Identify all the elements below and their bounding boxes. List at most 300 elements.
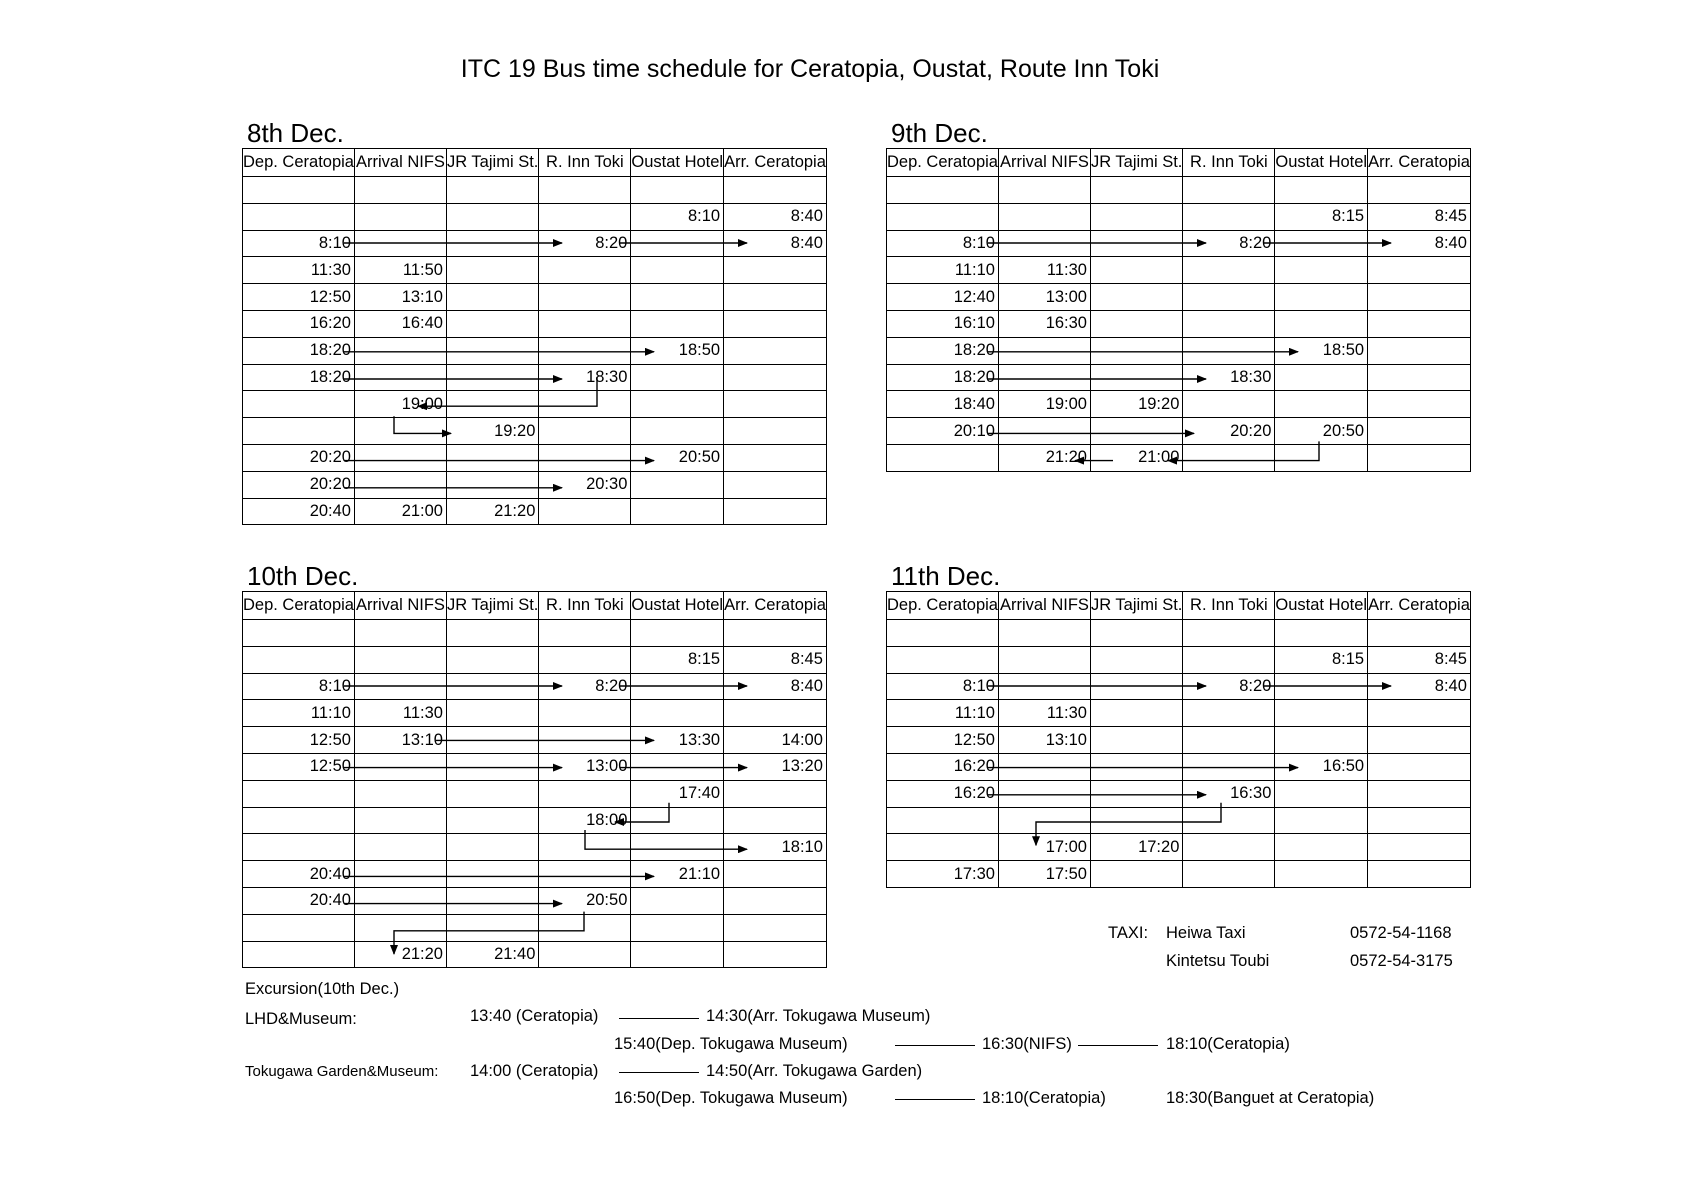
table-row [243, 700, 827, 727]
time-cell-jr-tajimi: 21:00 [1090, 444, 1182, 471]
time-cell-r-inn-toki: 20:20 [1183, 418, 1275, 445]
time-cell-r-inn-toki [539, 727, 631, 754]
lhd-return-departure: 15:40(Dep. Tokugawa Museum) [614, 1035, 848, 1053]
time-cell-jr-tajimi [1090, 418, 1182, 445]
time-cell-dep-ceratopia [243, 203, 355, 230]
time-cell-jr-tajimi [446, 673, 538, 700]
time-cell-r-inn-toki [1183, 753, 1275, 780]
header-row [243, 149, 827, 177]
schedule-11th-dec [886, 561, 1471, 888]
time-cell-arr-ceratopia [1368, 753, 1471, 780]
table-row [243, 257, 827, 284]
time-cell-dep-ceratopia: 16:20 [887, 780, 999, 807]
time-cell-oustat-hotel [1275, 310, 1368, 337]
time-cell-dep-ceratopia [243, 941, 355, 968]
time-cell-dep-ceratopia: 8:10 [243, 230, 355, 257]
time-cell-dep-ceratopia [887, 834, 999, 861]
time-cell-arrival-nifs: 11:50 [354, 257, 446, 284]
time-cell-dep-ceratopia [243, 914, 355, 941]
time-cell-arrival-nifs: 21:20 [998, 444, 1090, 471]
column-header-arrival-nifs: Arrival NIFS [998, 149, 1090, 177]
time-cell-arrival-nifs: 11:30 [998, 700, 1090, 727]
time-cell-arr-ceratopia [724, 284, 827, 311]
time-cell-jr-tajimi [446, 861, 538, 888]
time-cell-dep-ceratopia: 18:40 [887, 391, 999, 418]
time-cell-r-inn-toki [1183, 391, 1275, 418]
time-cell-oustat-hotel [1275, 834, 1368, 861]
column-header-jr-tajimi: JR Tajimi St. [446, 592, 538, 620]
time-cell-r-inn-toki: 16:30 [1183, 780, 1275, 807]
excursion-heading: Excursion(10th Dec.) [245, 980, 400, 998]
time-cell-arrival-nifs: 13:10 [354, 284, 446, 311]
time-cell-arrival-nifs: 17:00 [998, 834, 1090, 861]
time-cell-jr-tajimi [446, 753, 538, 780]
column-header-dep-ceratopia: Dep. Ceratopia [887, 592, 999, 620]
time-cell-arr-ceratopia: 8:40 [724, 230, 827, 257]
time-cell-jr-tajimi [1090, 646, 1182, 673]
table-row [887, 310, 1471, 337]
table-row [887, 337, 1471, 364]
time-cell-arrival-nifs [354, 914, 446, 941]
time-cell-jr-tajimi [446, 444, 538, 471]
time-cell-jr-tajimi: 21:20 [446, 498, 538, 525]
time-cell-arr-ceratopia [724, 861, 827, 888]
banquet-time: 18:30(Banguet at Ceratopia) [1166, 1089, 1375, 1107]
time-cell-jr-tajimi [446, 177, 538, 204]
table-row [243, 310, 827, 337]
taxi-label: TAXI: [1108, 924, 1149, 942]
table-row [887, 861, 1471, 888]
column-header-r-inn-toki: R. Inn Toki [539, 149, 631, 177]
time-cell-oustat-hotel [1275, 620, 1368, 647]
time-cell-jr-tajimi [446, 914, 538, 941]
time-cell-r-inn-toki: 13:00 [539, 753, 631, 780]
time-cell-arr-ceratopia [724, 780, 827, 807]
time-cell-jr-tajimi [1090, 177, 1182, 204]
time-cell-arr-ceratopia [1368, 364, 1471, 391]
time-cell-dep-ceratopia: 8:10 [243, 673, 355, 700]
time-cell-oustat-hotel [631, 807, 724, 834]
time-cell-arr-ceratopia: 8:45 [724, 646, 827, 673]
time-cell-arr-ceratopia [724, 337, 827, 364]
time-cell-r-inn-toki: 18:30 [539, 364, 631, 391]
time-cell-arr-ceratopia [724, 887, 827, 914]
time-cell-oustat-hotel [631, 914, 724, 941]
time-cell-r-inn-toki [1183, 177, 1275, 204]
garden-departure: 14:00 (Ceratopia) [470, 1062, 599, 1080]
table-row [243, 780, 827, 807]
time-cell-jr-tajimi [1090, 753, 1182, 780]
time-cell-oustat-hotel [1275, 257, 1368, 284]
time-cell-arrival-nifs: 13:00 [998, 284, 1090, 311]
day-heading: 11th Dec. [891, 561, 1001, 591]
time-cell-dep-ceratopia: 12:50 [887, 727, 999, 754]
time-cell-r-inn-toki [1183, 834, 1275, 861]
time-cell-arrival-nifs [998, 807, 1090, 834]
time-cell-jr-tajimi [1090, 620, 1182, 647]
time-cell-dep-ceratopia: 16:10 [887, 310, 999, 337]
time-cell-oustat-hotel: 8:15 [1275, 203, 1368, 230]
time-cell-dep-ceratopia: 18:20 [243, 337, 355, 364]
garden-return-departure: 16:50(Dep. Tokugawa Museum) [614, 1089, 848, 1107]
time-cell-r-inn-toki [1183, 444, 1275, 471]
time-cell-jr-tajimi [1090, 807, 1182, 834]
time-cell-r-inn-toki [1183, 203, 1275, 230]
time-cell-r-inn-toki [1183, 620, 1275, 647]
time-cell-dep-ceratopia: 8:10 [887, 673, 999, 700]
time-cell-jr-tajimi [1090, 230, 1182, 257]
table-row [887, 284, 1471, 311]
time-cell-r-inn-toki [539, 941, 631, 968]
time-cell-oustat-hotel [631, 310, 724, 337]
connector-line [1078, 1045, 1158, 1046]
time-cell-dep-ceratopia [243, 177, 355, 204]
time-cell-jr-tajimi [1090, 257, 1182, 284]
time-cell-dep-ceratopia: 20:40 [243, 498, 355, 525]
table-row [243, 861, 827, 888]
time-cell-oustat-hotel: 17:40 [631, 780, 724, 807]
time-cell-arrival-nifs [354, 887, 446, 914]
time-cell-arr-ceratopia [724, 364, 827, 391]
time-cell-r-inn-toki [539, 177, 631, 204]
time-cell-arrival-nifs [354, 418, 446, 445]
time-cell-arrival-nifs [998, 418, 1090, 445]
column-header-arr-ceratopia: Arr. Ceratopia [1368, 149, 1471, 177]
column-header-arrival-nifs: Arrival NIFS [354, 592, 446, 620]
time-cell-arr-ceratopia [1368, 310, 1471, 337]
time-cell-arrival-nifs: 21:00 [354, 498, 446, 525]
time-cell-r-inn-toki [539, 646, 631, 673]
time-cell-oustat-hotel [1275, 780, 1368, 807]
time-cell-dep-ceratopia: 11:10 [243, 700, 355, 727]
time-cell-arr-ceratopia: 8:40 [1368, 673, 1471, 700]
time-cell-r-inn-toki: 18:00 [539, 807, 631, 834]
time-cell-arrival-nifs [998, 337, 1090, 364]
table-row [243, 203, 827, 230]
time-cell-oustat-hotel [631, 700, 724, 727]
time-cell-r-inn-toki [1183, 646, 1275, 673]
time-cell-dep-ceratopia: 11:10 [887, 700, 999, 727]
time-cell-arrival-nifs [354, 337, 446, 364]
garden-arrival: 14:50(Arr. Tokugawa Garden) [706, 1062, 923, 1080]
time-cell-arr-ceratopia [1368, 391, 1471, 418]
table-row [887, 646, 1471, 673]
schedule-10th-dec [242, 561, 827, 968]
schedule-table [886, 148, 1471, 472]
time-cell-oustat-hotel [631, 257, 724, 284]
time-cell-arrival-nifs [354, 807, 446, 834]
time-cell-oustat-hotel: 8:15 [631, 646, 724, 673]
connector-line [895, 1099, 975, 1100]
time-cell-arr-ceratopia [724, 310, 827, 337]
time-cell-arrival-nifs [998, 364, 1090, 391]
header-row [887, 149, 1471, 177]
time-cell-arr-ceratopia [1368, 337, 1471, 364]
column-header-jr-tajimi: JR Tajimi St. [446, 149, 538, 177]
column-header-r-inn-toki: R. Inn Toki [1183, 149, 1275, 177]
time-cell-arrival-nifs [354, 230, 446, 257]
time-cell-jr-tajimi [1090, 203, 1182, 230]
time-cell-arr-ceratopia [1368, 780, 1471, 807]
column-header-arrival-nifs: Arrival NIFS [998, 592, 1090, 620]
time-cell-r-inn-toki [539, 700, 631, 727]
time-cell-jr-tajimi [446, 257, 538, 284]
time-cell-arrival-nifs: 16:40 [354, 310, 446, 337]
time-cell-arrival-nifs [998, 230, 1090, 257]
table-row [887, 203, 1471, 230]
time-cell-oustat-hotel [1275, 284, 1368, 311]
connector-line [895, 1045, 975, 1046]
time-cell-arrival-nifs: 13:10 [354, 727, 446, 754]
table-row [887, 620, 1471, 647]
time-cell-r-inn-toki: 8:20 [539, 230, 631, 257]
taxi-phone-heiwa: 0572-54-1168 [1350, 924, 1452, 942]
time-cell-oustat-hotel [631, 364, 724, 391]
time-cell-jr-tajimi [446, 646, 538, 673]
time-cell-r-inn-toki [539, 861, 631, 888]
time-cell-r-inn-toki [539, 620, 631, 647]
time-cell-arr-ceratopia [1368, 444, 1471, 471]
time-cell-arr-ceratopia [1368, 257, 1471, 284]
time-cell-r-inn-toki [539, 391, 631, 418]
time-cell-dep-ceratopia: 20:20 [243, 444, 355, 471]
time-cell-dep-ceratopia: 20:40 [243, 887, 355, 914]
time-cell-jr-tajimi [446, 780, 538, 807]
time-cell-r-inn-toki [1183, 861, 1275, 888]
column-header-arrival-nifs: Arrival NIFS [354, 149, 446, 177]
time-cell-arrival-nifs: 19:00 [354, 391, 446, 418]
column-header-dep-ceratopia: Dep. Ceratopia [243, 149, 355, 177]
time-cell-oustat-hotel: 18:50 [1275, 337, 1368, 364]
time-cell-arr-ceratopia [724, 391, 827, 418]
time-cell-arrival-nifs: 16:30 [998, 310, 1090, 337]
time-cell-oustat-hotel [1275, 364, 1368, 391]
time-cell-jr-tajimi [446, 230, 538, 257]
time-cell-arrival-nifs [354, 834, 446, 861]
time-cell-arrival-nifs [998, 673, 1090, 700]
column-header-arr-ceratopia: Arr. Ceratopia [724, 592, 827, 620]
time-cell-arr-ceratopia: 8:45 [1368, 203, 1471, 230]
table-row [887, 418, 1471, 445]
time-cell-r-inn-toki [539, 444, 631, 471]
time-cell-dep-ceratopia: 18:20 [887, 337, 999, 364]
time-cell-arr-ceratopia [724, 807, 827, 834]
time-cell-arr-ceratopia [724, 498, 827, 525]
time-cell-dep-ceratopia: 20:40 [243, 861, 355, 888]
time-cell-jr-tajimi [446, 471, 538, 498]
time-cell-arr-ceratopia [724, 444, 827, 471]
table-row [887, 673, 1471, 700]
table-row [243, 941, 827, 968]
time-cell-r-inn-toki [1183, 807, 1275, 834]
time-cell-r-inn-toki [539, 257, 631, 284]
lhd-return-arrival: 18:10(Ceratopia) [1166, 1035, 1290, 1053]
column-header-dep-ceratopia: Dep. Ceratopia [887, 149, 999, 177]
time-cell-dep-ceratopia: 18:20 [243, 364, 355, 391]
time-cell-arr-ceratopia [1368, 861, 1471, 888]
time-cell-arrival-nifs [354, 861, 446, 888]
table-row [243, 673, 827, 700]
time-cell-dep-ceratopia [243, 391, 355, 418]
time-cell-arrival-nifs: 17:50 [998, 861, 1090, 888]
lhd-return-nifs: 16:30(NIFS) [982, 1035, 1072, 1053]
time-cell-oustat-hotel [631, 284, 724, 311]
time-cell-jr-tajimi: 19:20 [1090, 391, 1182, 418]
taxi-phone-kintetsu: 0572-54-3175 [1350, 952, 1453, 970]
time-cell-dep-ceratopia: 11:10 [887, 257, 999, 284]
time-cell-arrival-nifs [354, 471, 446, 498]
column-header-r-inn-toki: R. Inn Toki [539, 592, 631, 620]
time-cell-arrival-nifs [354, 203, 446, 230]
time-cell-dep-ceratopia [243, 834, 355, 861]
time-cell-r-inn-toki [539, 337, 631, 364]
table-row [243, 620, 827, 647]
time-cell-arrival-nifs [354, 364, 446, 391]
time-cell-arrival-nifs [998, 177, 1090, 204]
table-row [887, 230, 1471, 257]
time-cell-dep-ceratopia: 8:10 [887, 230, 999, 257]
schedule-9th-dec [886, 118, 1471, 472]
time-cell-dep-ceratopia: 12:50 [243, 753, 355, 780]
time-cell-arrival-nifs [998, 646, 1090, 673]
time-cell-oustat-hotel [1275, 673, 1368, 700]
time-cell-jr-tajimi [446, 337, 538, 364]
table-row [243, 418, 827, 445]
time-cell-oustat-hotel [1275, 444, 1368, 471]
time-cell-oustat-hotel [1275, 391, 1368, 418]
time-cell-r-inn-toki [539, 310, 631, 337]
table-row [887, 391, 1471, 418]
time-cell-oustat-hotel: 20:50 [1275, 418, 1368, 445]
time-cell-jr-tajimi: 19:20 [446, 418, 538, 445]
time-cell-dep-ceratopia [887, 177, 999, 204]
time-cell-arr-ceratopia [724, 471, 827, 498]
schedule-8th-dec [242, 118, 827, 525]
time-cell-arrival-nifs [354, 780, 446, 807]
time-cell-r-inn-toki [1183, 727, 1275, 754]
time-cell-dep-ceratopia: 20:10 [887, 418, 999, 445]
time-cell-arr-ceratopia [724, 914, 827, 941]
column-header-oustat-hotel: Oustat Hotel [631, 592, 724, 620]
table-row [243, 337, 827, 364]
table-row [887, 807, 1471, 834]
time-cell-r-inn-toki [539, 418, 631, 445]
time-cell-jr-tajimi [446, 284, 538, 311]
time-cell-jr-tajimi [446, 700, 538, 727]
time-cell-oustat-hotel [1275, 230, 1368, 257]
time-cell-oustat-hotel: 8:15 [1275, 646, 1368, 673]
time-cell-oustat-hotel: 18:50 [631, 337, 724, 364]
table-row [243, 914, 827, 941]
table-row [887, 780, 1471, 807]
time-cell-dep-ceratopia [887, 620, 999, 647]
column-header-arr-ceratopia: Arr. Ceratopia [1368, 592, 1471, 620]
table-row [243, 391, 827, 418]
time-cell-dep-ceratopia [243, 620, 355, 647]
table-row [243, 753, 827, 780]
time-cell-arr-ceratopia: 8:40 [724, 673, 827, 700]
time-cell-arrival-nifs [998, 203, 1090, 230]
taxi-name-heiwa: Heiwa Taxi [1166, 924, 1246, 942]
column-header-oustat-hotel: Oustat Hotel [1275, 592, 1368, 620]
time-cell-jr-tajimi [446, 727, 538, 754]
garden-return-arrival: 18:10(Ceratopia) [982, 1089, 1106, 1107]
time-cell-dep-ceratopia: 12:50 [243, 284, 355, 311]
time-cell-oustat-hotel [631, 753, 724, 780]
time-cell-oustat-hotel [631, 177, 724, 204]
time-cell-jr-tajimi [1090, 310, 1182, 337]
time-cell-arrival-nifs [998, 753, 1090, 780]
lhd-arrival: 14:30(Arr. Tokugawa Museum) [706, 1007, 931, 1025]
time-cell-oustat-hotel [631, 418, 724, 445]
time-cell-oustat-hotel: 8:10 [631, 203, 724, 230]
time-cell-jr-tajimi [446, 887, 538, 914]
time-cell-jr-tajimi [446, 807, 538, 834]
time-cell-r-inn-toki [1183, 337, 1275, 364]
time-cell-arr-ceratopia [724, 941, 827, 968]
time-cell-arr-ceratopia [1368, 418, 1471, 445]
connector-line [619, 1072, 699, 1073]
time-cell-r-inn-toki [539, 914, 631, 941]
time-cell-dep-ceratopia: 16:20 [243, 310, 355, 337]
time-cell-arrival-nifs [354, 620, 446, 647]
time-cell-arrival-nifs [354, 753, 446, 780]
time-cell-jr-tajimi [1090, 861, 1182, 888]
table-row [887, 753, 1471, 780]
table-row [887, 700, 1471, 727]
garden-label: Tokugawa Garden&Museum: [245, 1063, 439, 1080]
table-row [243, 230, 827, 257]
time-cell-jr-tajimi [446, 203, 538, 230]
table-row [887, 364, 1471, 391]
schedule-table [242, 148, 827, 525]
time-cell-jr-tajimi [1090, 673, 1182, 700]
time-cell-arr-ceratopia: 8:40 [1368, 230, 1471, 257]
time-cell-dep-ceratopia: 20:20 [243, 471, 355, 498]
time-cell-arr-ceratopia [1368, 700, 1471, 727]
time-cell-r-inn-toki: 8:20 [539, 673, 631, 700]
time-cell-oustat-hotel [1275, 177, 1368, 204]
table-row [243, 807, 827, 834]
time-cell-jr-tajimi [446, 834, 538, 861]
column-header-arr-ceratopia: Arr. Ceratopia [724, 149, 827, 177]
table-row [243, 364, 827, 391]
time-cell-jr-tajimi [446, 391, 538, 418]
time-cell-arr-ceratopia: 8:45 [1368, 646, 1471, 673]
time-cell-arrival-nifs: 11:30 [354, 700, 446, 727]
time-cell-arr-ceratopia [1368, 620, 1471, 647]
time-cell-dep-ceratopia [887, 646, 999, 673]
time-cell-arr-ceratopia [724, 700, 827, 727]
time-cell-arrival-nifs [354, 673, 446, 700]
time-cell-arr-ceratopia: 8:40 [724, 203, 827, 230]
lhd-label: LHD&Museum: [245, 1010, 357, 1028]
time-cell-arrival-nifs [354, 444, 446, 471]
table-row [887, 834, 1471, 861]
column-header-oustat-hotel: Oustat Hotel [1275, 149, 1368, 177]
time-cell-jr-tajimi [1090, 364, 1182, 391]
time-cell-arrival-nifs [998, 620, 1090, 647]
day-heading: 9th Dec. [891, 118, 988, 148]
time-cell-dep-ceratopia [887, 807, 999, 834]
time-cell-arr-ceratopia [1368, 807, 1471, 834]
table-row [243, 887, 827, 914]
time-cell-arr-ceratopia [1368, 834, 1471, 861]
time-cell-dep-ceratopia [243, 807, 355, 834]
time-cell-oustat-hotel [631, 471, 724, 498]
day-heading: 8th Dec. [247, 118, 344, 148]
time-cell-arrival-nifs: 11:30 [998, 257, 1090, 284]
